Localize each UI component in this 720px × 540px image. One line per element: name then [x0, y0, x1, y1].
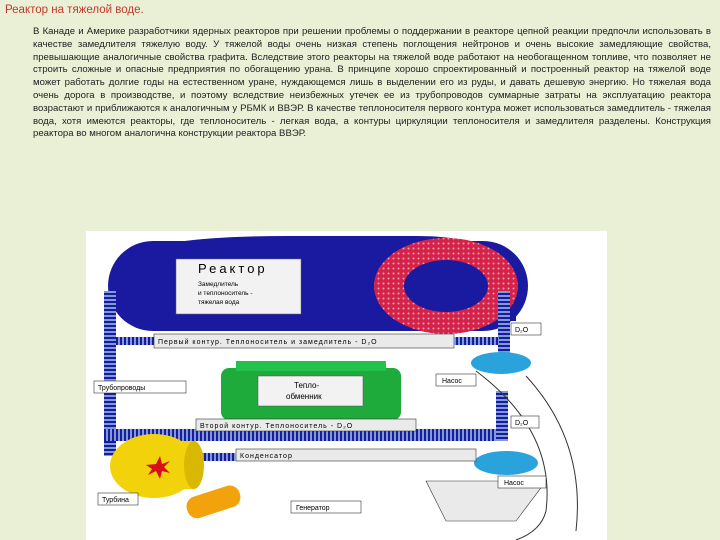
turbine-label: Турбина: [102, 497, 129, 504]
generator-label: Генератор: [296, 505, 330, 512]
heavy-water-reactor-diagram: [86, 231, 607, 540]
heat-exchanger-label-1: Тепло-: [294, 381, 320, 390]
reactor-title: Реактор: [198, 261, 268, 276]
primary-loop-label: Первый контур. Теплоноситель и замедлитель - D₂O: [158, 339, 378, 346]
label-d2o-mid: D₂O: [515, 420, 529, 427]
pump-bottom: [474, 451, 538, 475]
slide-title: Реактор на тяжелой воде.: [5, 4, 144, 16]
reactor-sub-3: тяжелая вода: [198, 299, 240, 306]
pump-top: [471, 352, 531, 374]
pump-bottom-label: Насос: [504, 480, 524, 487]
pipelines-label: Трубопроводы: [98, 385, 146, 392]
label-d2o-top: D₂O: [515, 327, 529, 334]
pump-top-label: Насос: [442, 378, 462, 385]
reactor-sub-2: и теплоноситель -: [198, 290, 253, 297]
condenser-label: Конденсатор: [240, 453, 293, 460]
secondary-loop-label: Второй контур. Теплоноситель - D₂O: [200, 423, 354, 430]
slide-body-text: В Канаде и Америке разработчики ядерных реакторов при решении проблемы о поддержании в реакторе цепной реакции предпочли использовать в качестве замедлителя тяжелую воду. У тяжелой воды очень низкая степень поглощения нейтронов и очень высокие замедляющие свойства, превышающие аналогичные свойства графита. Вследствие этого реакторы на тяжелой воде работают на необогащенном топливе, что позволяет не строить сложные и опасные предприятия по обогащению урана. В принципе хорошо спроектированный и построенный реактор на тяжелой воде может работать долгие годы на естественном уране, нуждающемся лишь в выделении его из руды, и давать дешевую энергию. Но тяжелая вода очень дорога в производстве, и поэтому вследствие неизбежных утечек ее из трубопроводов суммарные затраты на эксплуатацию реактора возрастают и приближаются к аналогичным у РБМК и ВВЭР. В качестве теплоносителя первого контура может использоваться замедлитель - тяжелая вода, хотя имеются реакторы, где теплоноситель - легкая вода, а контуры циркуляции теплоносителя и замедлителя разделены. Конструкция реактора во многом аналогична конструкции реактора ВВЭР.: [33, 26, 711, 140]
heat-exchanger-label-2: обменник: [286, 392, 322, 401]
reactor-sub-1: Замедлитель: [198, 281, 239, 288]
